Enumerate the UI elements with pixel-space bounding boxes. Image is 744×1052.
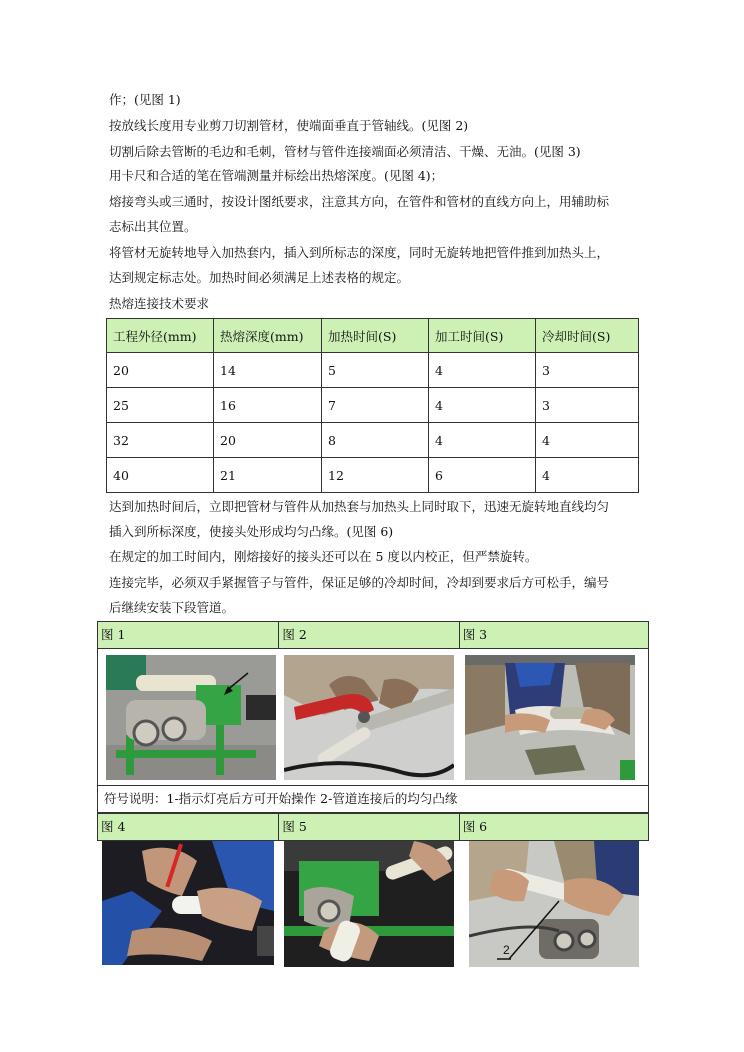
table-row: [107, 458, 639, 493]
table-header-cell: 热熔深度(mm): [214, 319, 322, 353]
paragraph: 连接完毕，必须双手紧握管子与管件，保证足够的冷却时间，冷却到要求后方可松手，编号: [109, 575, 610, 590]
pipe-cutting-photo: [284, 655, 454, 780]
figure-label: 图 3: [462, 627, 488, 642]
figure-header-row: [97, 813, 649, 841]
table-cell: 4: [536, 423, 639, 458]
table-cell: 21: [214, 458, 322, 493]
table-cell: 3: [536, 353, 639, 388]
figure-cell: [279, 841, 460, 969]
joining-photo: [469, 841, 639, 967]
table-header-row: [107, 319, 639, 353]
table-cell: 5: [322, 353, 429, 388]
table-cell: 25: [107, 388, 214, 423]
paragraph: 将管材无旋转地导入加热套内，插入到所标志的深度，同时无旋转地把管件推到加热头上，: [109, 245, 610, 260]
paragraph: 达到规定标志处。加热时间必须满足上述表格的规定。: [109, 270, 410, 285]
paragraph: 作；(见图 1): [109, 92, 181, 107]
figure-photo-row: [97, 841, 649, 969]
paragraph: 用卡尺和合适的笔在管端测量并标绘出热熔深度。(见图 4)；: [109, 168, 444, 183]
figure-label: 图 2: [279, 622, 459, 648]
figure-cell: [460, 649, 648, 785]
table-cell: 3: [536, 388, 639, 423]
table-header-cell: 冷却时间(S): [536, 319, 639, 353]
table-caption: 热熔连接技术要求: [109, 296, 210, 311]
table-cell: 40: [107, 458, 214, 493]
deburring-photo: [465, 655, 635, 780]
table-cell: 6: [429, 458, 536, 493]
paragraph: 后继续安装下段管道。: [109, 600, 235, 615]
figure-cell: [460, 841, 649, 969]
table-cell: 4: [536, 458, 639, 493]
figure-label: 图 6: [462, 819, 488, 834]
table-header-cell: 加热时间(S): [322, 319, 429, 353]
paragraph: 切割后除去管断的毛边和毛刺，管材与管件连接端面必须清洁、干燥、无油。(见图 3): [109, 144, 581, 159]
spec-table: [106, 318, 639, 493]
table-cell: 4: [429, 423, 536, 458]
table-cell: 20: [214, 423, 322, 458]
table-cell: 7: [322, 388, 429, 423]
paragraph: 在规定的加工时间内，刚熔接好的接头还可以在 5 度以内校正，但严禁旋转。: [109, 549, 538, 564]
figure-cell: [98, 649, 279, 785]
fusion-machine-photo: [106, 655, 276, 780]
figure-label: 图 4: [98, 814, 279, 840]
table-row: [107, 423, 639, 458]
heating-photo: [284, 841, 454, 967]
table-cell: 14: [214, 353, 322, 388]
figure-label: 图 5: [279, 814, 459, 840]
figure-grid: [97, 621, 649, 969]
table-cell: 4: [429, 388, 536, 423]
table-header-cell: 加工时间(S): [429, 319, 536, 353]
paragraph: 插入到所标深度，使接头处形成均匀凸缘。(见图 6): [109, 524, 394, 539]
paragraph: 志标出其位置。: [109, 219, 197, 234]
marking-depth-photo: [102, 841, 274, 965]
table-cell: 32: [107, 423, 214, 458]
figure-cell: [97, 841, 279, 969]
table-cell: 4: [429, 353, 536, 388]
table-cell: 12: [322, 458, 429, 493]
table-row: [107, 388, 639, 423]
paragraph: 熔接弯头或三通时，按设计图纸要求，注意其方向，在管件和管材的直线方向上，用辅助标: [109, 194, 610, 209]
symbol-note: 符号说明：1-指示灯亮后方可开始操作 2-管道连接后的均匀凸缘: [97, 785, 649, 813]
figure-header-row: [97, 621, 649, 649]
flange-marker-label: 2: [503, 943, 510, 957]
paragraph: 达到加热时间后，立即把管材与管件从加热套与加热头上同时取下，迅速无旋转地直线均匀: [109, 499, 610, 514]
table-row: [107, 353, 639, 388]
figure-cell: [279, 649, 459, 785]
figure-photo-row: [97, 649, 649, 785]
table-cell: 16: [214, 388, 322, 423]
figure-label: 图 1: [98, 622, 279, 648]
table-header-cell: 工程外径(mm): [107, 319, 214, 353]
paragraph: 按放线长度用专业剪刀切割管材，使端面垂直于管轴线。(见图 2): [109, 118, 469, 133]
table-cell: 8: [322, 423, 429, 458]
table-cell: 20: [107, 353, 214, 388]
